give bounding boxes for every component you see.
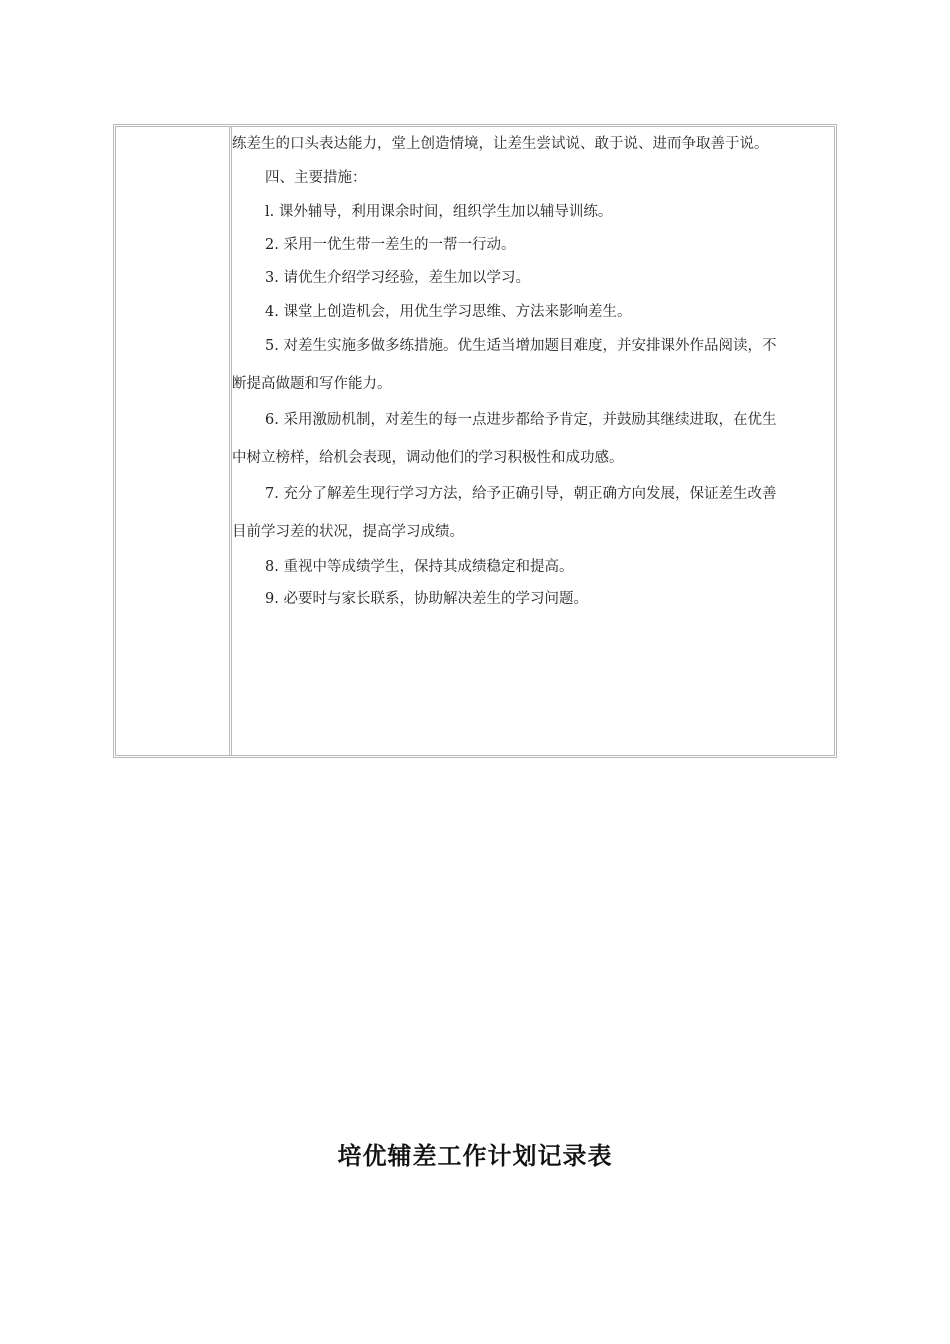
content-cell [232, 127, 834, 755]
content-line: 四、主要措施： [265, 170, 367, 186]
content-line: l. 课外辅导，利用课余时间，组织学生加以辅导训练。 [265, 204, 613, 220]
content-line: 断提高做题和写作能力。 [232, 376, 392, 392]
record-table [113, 124, 837, 758]
content-line: 4. 课堂上创造机会，用优生学习思维、方法来影响差生。 [265, 304, 632, 320]
content-line: 6. 采用激励机制，对差生的每一点进步都给予肯定，并鼓励其继续进取，在优生 [265, 412, 777, 428]
content-line: 中树立榜样，给机会表现，调动他们的学习积极性和成功感。 [232, 450, 624, 466]
content-line: 3. 请优生介绍学习经验，差生加以学习。 [265, 270, 530, 286]
content-line: 9. 必要时与家长联系，协助解决差生的学习问题。 [265, 591, 588, 607]
label-cell [116, 127, 232, 755]
content-line: 5. 对差生实施多做多练措施。优生适当增加题目难度，并安排课外作品阅读，不 [265, 338, 777, 354]
content-line: 8. 重视中等成绩学生，保持其成绩稳定和提高。 [265, 559, 574, 575]
content-line: 7. 充分了解差生现行学习方法，给予正确引导，朝正确方向发展，保证差生改善 [265, 486, 777, 502]
content-line: 目前学习差的状况，提高学习成绩。 [232, 524, 464, 540]
document-title: 培优辅差工作计划记录表 [337, 1141, 613, 1170]
content-line: 练差生的口头表达能力，堂上创造情境，让差生尝试说、敢于说、进而争取善于说。 [232, 136, 769, 152]
content-line: 2. 采用一优生带一差生的一帮一行动。 [265, 237, 516, 253]
